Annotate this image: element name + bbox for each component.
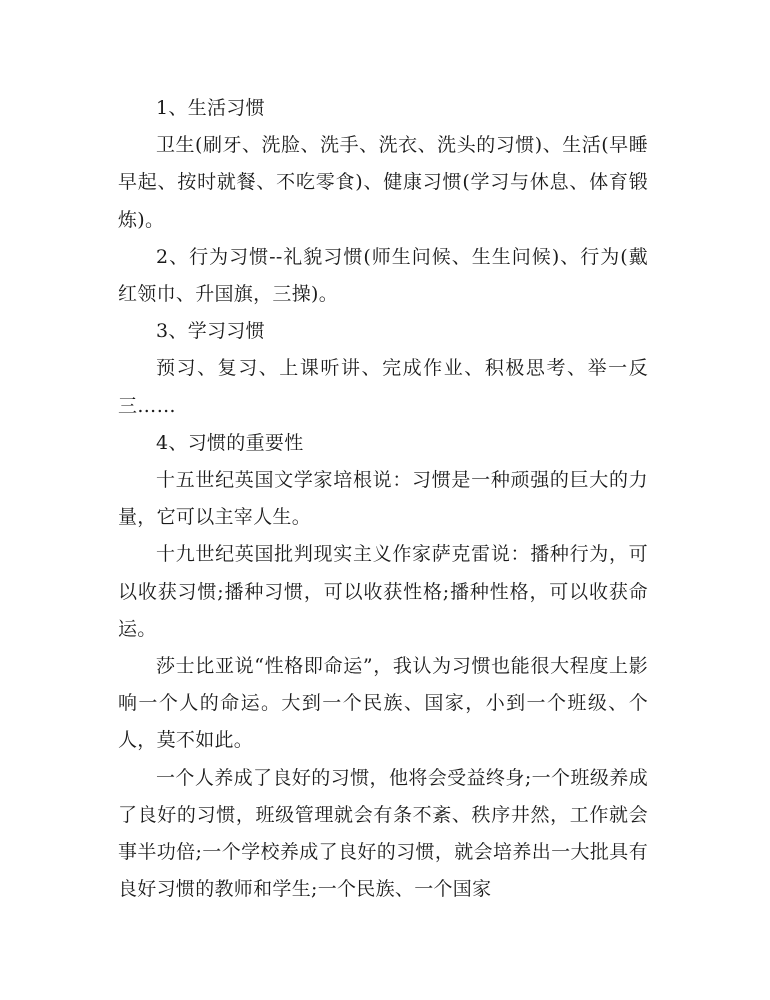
document-page: [118, 90, 648, 908]
paragraph-behavior-habits: 2、行为习惯--礼貌习惯(师生问候、生生问候)、行为(戴红领巾、升国旗，三操)。: [118, 245, 648, 306]
heading-life-habits: 1、生活习惯: [156, 97, 265, 119]
paragraph-good-habits: 一个人养成了良好的习惯，他将会受益终身;一个班级养成了良好的习惯，班级管理就会有条不紊、秩序井然，工作就会事半功倍;一个学校养成了良好的习惯，就会培养出一大批具有良好习惯的教师和学生;一个民族、一个国家: [118, 766, 648, 901]
paragraph-study-habits: 预习、复习、上课听讲、完成作业、积极思考、举一反三……: [118, 357, 648, 417]
paragraph-life-habits: 卫生(刷牙、洗脸、洗手、洗衣、洗头的习惯)、生活(早睡早起、按时就餐、不吃零食)、健康习惯(学习与休息、体育锻炼)。: [118, 134, 648, 231]
paragraph-thackeray-quote: 十九世纪英国批判现实主义作家萨克雷说：播种行为，可以收获习惯;播种习惯，可以收获性格;播种性格，可以收获命运。: [118, 543, 648, 640]
paragraph-shakespeare-quote: 莎士比亚说“性格即命运”，我认为习惯也能很大程度上影响一个人的命运。大到一个民族、国家，小到一个班级、个人，莫不如此。: [118, 655, 648, 752]
heading-study-habits: 3、学习习惯: [156, 320, 265, 343]
paragraph-bacon-quote: 十五世纪英国文学家培根说：习惯是一种顽强的巨大的力量，它可以主宰人生。: [118, 469, 648, 529]
heading-importance: 4、习惯的重要性: [156, 431, 304, 454]
